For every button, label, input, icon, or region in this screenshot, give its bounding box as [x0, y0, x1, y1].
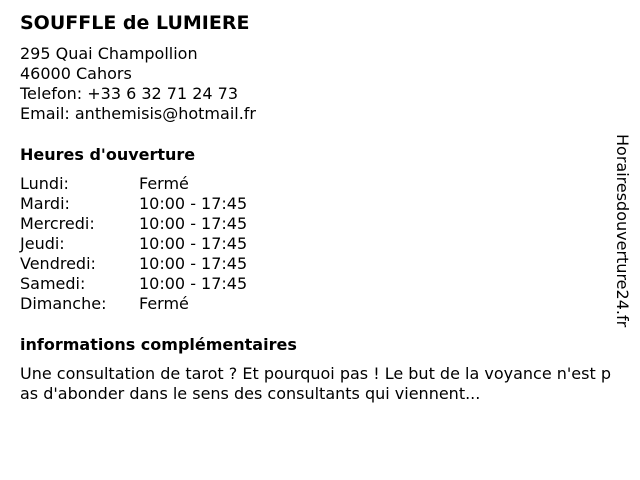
- hours-day: Mercredi:: [20, 214, 95, 233]
- email-address: Email: anthemisis@hotmail.fr: [20, 104, 256, 123]
- hours-time: 10:00 - 17:45: [139, 214, 248, 233]
- hours-day: Lundi:: [20, 174, 69, 193]
- address-block: [20, 44, 256, 124]
- hours-time: 10:00 - 17:45: [139, 194, 248, 213]
- hours-day: Dimanche:: [20, 294, 107, 313]
- hours-time: 10:00 - 17:45: [139, 234, 248, 253]
- phone-number: Telefon: +33 6 32 71 24 73: [20, 84, 239, 103]
- additional-info-text: Une consultation de tarot ? Et pourquoi pas ! Le but de la voyance n'est pas d'abonder dans le sens des consultants qui viennent...: [20, 364, 611, 403]
- hours-day: Samedi:: [20, 274, 86, 293]
- site-watermark: Horairesdouverture24.fr: [613, 134, 632, 328]
- hours-time: Fermé: [139, 294, 189, 313]
- hours-day: Vendredi:: [20, 254, 96, 273]
- additional-info-heading: informations complémentaires: [20, 335, 297, 354]
- address-street: 295 Quai Champollion: [20, 44, 198, 63]
- hours-time: 10:00 - 17:45: [139, 274, 248, 293]
- hours-day: Mardi:: [20, 194, 70, 213]
- hours-day: Jeudi:: [20, 234, 65, 253]
- opening-hours-heading: Heures d'ouverture: [20, 145, 196, 164]
- hours-time: 10:00 - 17:45: [139, 254, 248, 273]
- address-city: 46000 Cahors: [20, 64, 132, 83]
- business-name: SOUFFLE de LUMIERE: [20, 12, 250, 34]
- hours-time: Fermé: [139, 174, 189, 193]
